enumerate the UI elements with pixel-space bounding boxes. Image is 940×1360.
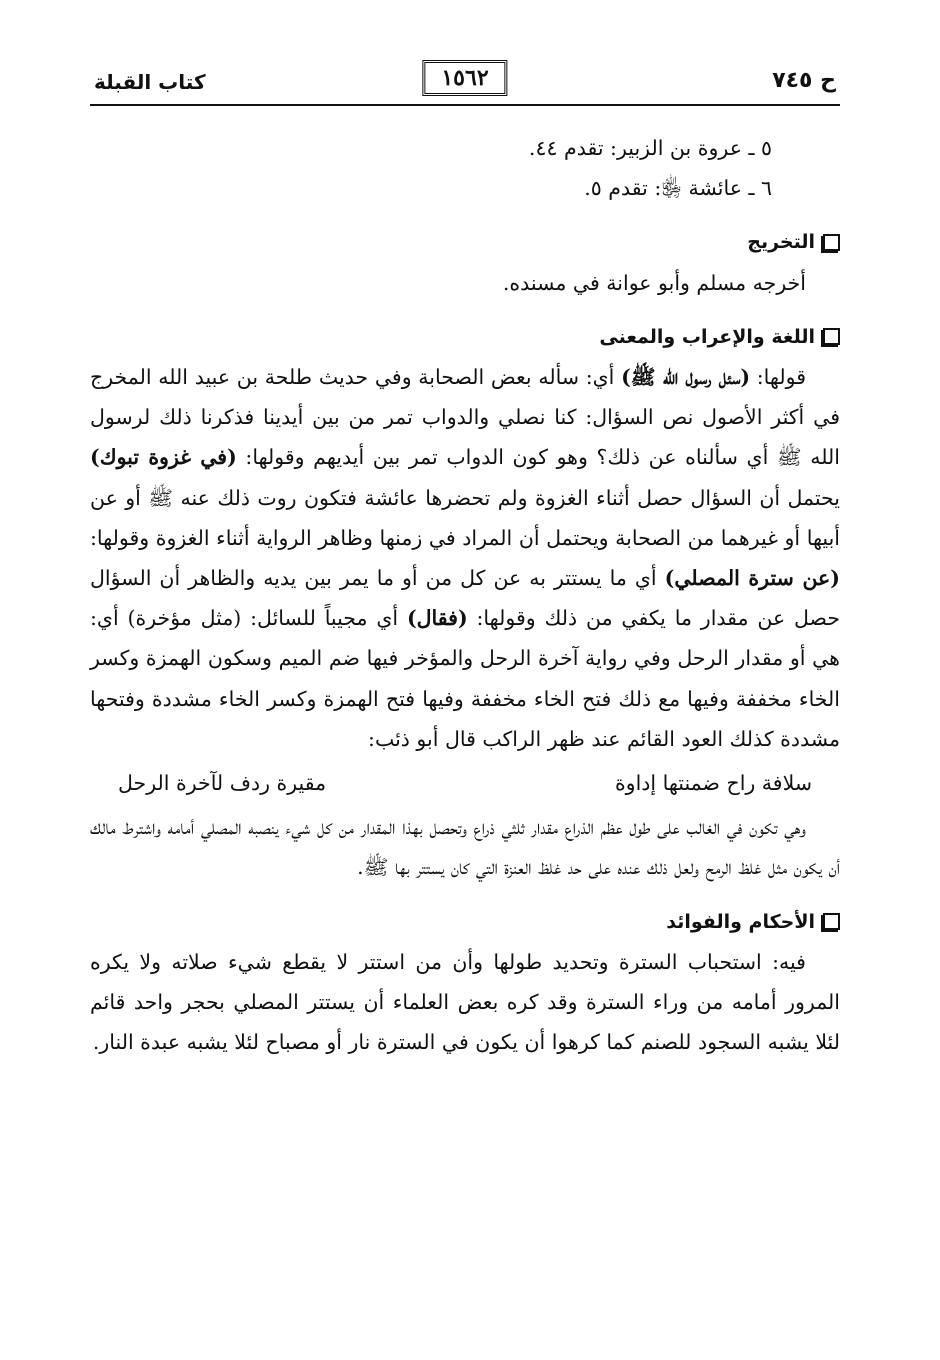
text-run: أي مجيباً للسائل: (مثل مؤخرة) أي: هي أو مقدار الرحل وفي رواية آخرة الرحل والمؤخر فيها ضم الميم وسكون الهمزة وكسر الخاء مخففة وفيها مع ذلك فتح الخاء مخففة وفيها فتح الهمزة وكسر الخاء مشددة وفتحها مشددة كذلك العود القائم عند ظهر الراكب قال أبو ذئب: <box>90 606 840 751</box>
section-heading-ahkam <box>90 902 840 942</box>
verse-second-half: مقيرة ردف لآخرة الرحل <box>118 771 327 796</box>
ahkam-text: فيه: استحباب السترة وتحديد طولها وأن من استتر لا يقطع شيء صلاته ولا يكره المرور أمامه من وراء السترة وقد كره بعض العلماء أن يستتر المصلي بحجر واحد قائم لئلا يشبه السجود للصنم كما كرهوا أن يكون في السترة نار أو مصباح لئلا يشبه عبدة النار. <box>90 949 840 1055</box>
narrator-line: ٥ ـ عروة بن الزبير: تقدم ٤٤. <box>528 136 772 160</box>
poetry-verse <box>90 763 840 803</box>
header-rule <box>90 104 840 106</box>
page-header <box>90 58 840 104</box>
quoted-phrase: (عن سترة المصلي) <box>664 566 840 591</box>
quoted-phrase: (سئل رسول الله ﷺ) <box>621 365 751 390</box>
section-heading-takhrij <box>90 222 840 262</box>
takhrij-text: أخرجه مسلم وأبو عوانة في مسنده. <box>502 270 806 295</box>
section-heading-lugha <box>90 317 840 357</box>
book-title: كتاب القبلة <box>94 70 206 94</box>
text-run: يحتمل أن السؤال حصل أثناء الغزوة ولم تحضرها عائشة فتكون روت ذلك عنه ﷺ أو عن أبيها أو غيرهما من الصحابة ويحتمل أن المراد في زمنها وظاهر الرواية أثناء الغزوة وقولها: <box>90 485 840 550</box>
quoted-phrase: (فقال) <box>406 606 468 631</box>
text-run: أي: سأله بعض الصحابة وفي حديث طلحة بن عبيد الله المخرج في أكثر الأصول نص السؤال: كنا نصلي والدواب تمر من بين أيدينا فذكرنا ذلك لرسول الله ﷺ أي سألناه عن ذلك؟ وهو كون الدواب تمر بين أيديهم وقولها: <box>90 365 840 470</box>
section-heading-label: التخريج <box>747 231 815 254</box>
text-run: قولها: <box>750 365 806 390</box>
lugha-paragraph <box>90 357 840 759</box>
lugha-paragraph-2: وهي تكون في الغالب على طول عظم الذراع مقدار ثلثي ذراع وتحصل بهذا المقدار من كل شيء ينصبه المصلي أمامه واشترط مالك أن يكون مثل غلظ الرمح ولعل ذلك عنده على حد غلظ العنزة التي كان يستتر بها ﷺ. <box>90 815 840 880</box>
section-heading-label: الأحكام والفوائد <box>666 910 815 933</box>
text-run: أي ما يستتر به عن كل من أو ما يمر بين يديه والظاهر أن السؤال حصل عن مقدار ما يكفي من ذلك وقولها: <box>90 566 840 631</box>
section-heading-label: اللغة والإعراب والمعنى <box>599 325 815 348</box>
square-bullet-icon <box>823 328 840 345</box>
narrator-line: ٦ ـ عائشة ﵂: تقدم ٥. <box>584 176 772 201</box>
quoted-phrase: (في غزوة تبوك) <box>90 445 237 470</box>
square-bullet-icon <box>823 913 840 930</box>
page-number: ١٥٦٢ <box>422 60 507 96</box>
page-content <box>90 128 840 1062</box>
square-bullet-icon <box>823 234 840 251</box>
page-reference: ح ٧٤٥ <box>772 68 836 93</box>
verse-first-half: سلافة راح ضمنتها إداوة <box>614 771 812 796</box>
